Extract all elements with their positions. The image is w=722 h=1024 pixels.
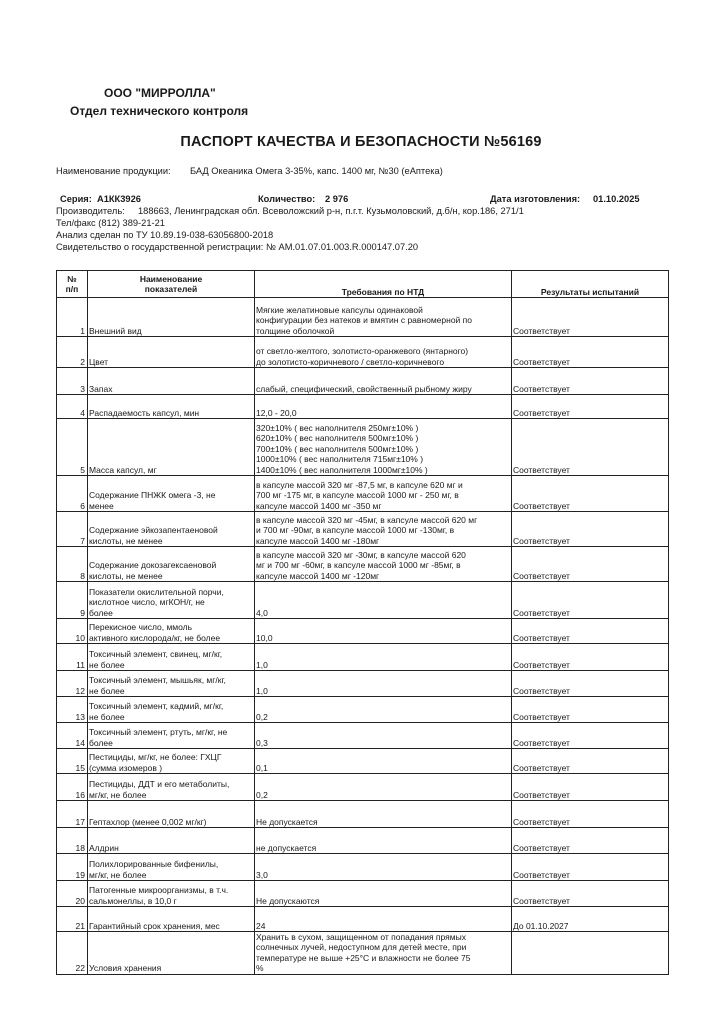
- table-header-row: [57, 271, 669, 298]
- table-row: [57, 697, 669, 723]
- product-label: Наименование продукции:: [56, 166, 171, 176]
- row-indicator-name: Пестициды, ДДТ и его метаболиты, мг/кг, не более: [88, 774, 255, 801]
- row-requirement: не допускается: [255, 828, 512, 854]
- table-row: [57, 854, 669, 881]
- analysis-standard: Анализ сделан по ТУ 10.89.19-038-63056800-2018: [56, 230, 274, 240]
- row-result: Соответствует: [512, 774, 669, 801]
- header-requirements: Требования по НТД: [255, 271, 512, 298]
- table-row: [57, 298, 669, 337]
- row-number: 4: [57, 395, 88, 419]
- row-result: Соответствует: [512, 298, 669, 337]
- row-indicator-name: Токсичный элемент, свинец, мг/кг, не более: [88, 644, 255, 671]
- table-row: [57, 881, 669, 907]
- row-number: 11: [57, 644, 88, 671]
- quantity-label: Количество:: [258, 194, 316, 204]
- row-indicator-name: Пестициды, мг/кг, не более: ГХЦГ (сумма изомеров ): [88, 749, 255, 774]
- row-result: Соответствует: [512, 671, 669, 697]
- row-number: 20: [57, 881, 88, 907]
- table-row: [57, 644, 669, 671]
- row-result: Соответствует: [512, 582, 669, 619]
- phone-fax: Тел/факс (812) 389-21-21: [56, 218, 165, 228]
- row-requirement: Не допускаются: [255, 881, 512, 907]
- row-requirement: 0,2: [255, 697, 512, 723]
- row-requirement: 24: [255, 907, 512, 932]
- header-results: Результаты испытаний: [512, 271, 669, 298]
- row-indicator-name: Содержание докозагексаеновой кислоты, не менее: [88, 547, 255, 582]
- table-row: [57, 801, 669, 828]
- table-row: [57, 547, 669, 582]
- row-number: 18: [57, 828, 88, 854]
- row-result: Соответствует: [512, 395, 669, 419]
- row-indicator-name: Распадаемость капсул, мин: [88, 395, 255, 419]
- row-requirement: 10,0: [255, 619, 512, 644]
- row-number: 9: [57, 582, 88, 619]
- production-date-label: Дата изготовления:: [490, 194, 581, 204]
- row-indicator-name: Запах: [88, 368, 255, 395]
- row-indicator-name: Токсичный элемент, ртуть, мг/кг, не более: [88, 723, 255, 749]
- row-requirement: Хранить в сухом, защищенном от попадания прямых солнечных лучей, недоступном для детей месте, при температуре не выше +25°С и влажности не более 75 %: [255, 932, 512, 975]
- row-number: 14: [57, 723, 88, 749]
- row-number: 1: [57, 298, 88, 337]
- product-name: БАД Океаника Омега 3-35%, капс. 1400 мг, №30 (еАптека): [190, 166, 443, 176]
- row-number: 7: [57, 512, 88, 547]
- manufacturer-address: 188663, Ленинградская обл. Всеволожский р-н, п.г.т. Кузьмоловский, д.б/н, кор.186, 271/1: [138, 206, 524, 216]
- row-number: 3: [57, 368, 88, 395]
- row-requirement: 4,0: [255, 582, 512, 619]
- row-requirement: 0,3: [255, 723, 512, 749]
- row-number: 15: [57, 749, 88, 774]
- row-result: Соответствует: [512, 801, 669, 828]
- row-result: Соответствует: [512, 723, 669, 749]
- row-requirement: Мягкие желатиновые капсулы одинаковой конфигурации без натеков и вмятин с равномерной по толщине оболочкой: [255, 298, 512, 337]
- row-result: Соответствует: [512, 881, 669, 907]
- row-requirement: 1,0: [255, 671, 512, 697]
- row-result: До 01.10.2027: [512, 907, 669, 932]
- row-requirement: 0,2: [255, 774, 512, 801]
- row-result: [512, 932, 669, 975]
- row-indicator-name: Гарантийный срок хранения, мес: [88, 907, 255, 932]
- table-row: [57, 619, 669, 644]
- row-number: 21: [57, 907, 88, 932]
- row-indicator-name: Условия хранения: [88, 932, 255, 975]
- row-indicator-name: Токсичный элемент, кадмий, мг/кг, не более: [88, 697, 255, 723]
- row-number: 16: [57, 774, 88, 801]
- row-number: 2: [57, 337, 88, 368]
- row-indicator-name: Перекисное число, ммоль активного кислорода/кг, не более: [88, 619, 255, 644]
- row-number: 17: [57, 801, 88, 828]
- row-indicator-name: Алдрин: [88, 828, 255, 854]
- table-row: [57, 582, 669, 619]
- row-indicator-name: Гептахлор (менее 0,002 мг/кг): [88, 801, 255, 828]
- row-requirement: в капсуле массой 320 мг -87,5 мг, в капсуле 620 мг и 700 мг -175 мг, в капсуле массой 1000 мг - 250 мг, в капсуле массой 1400 мг -350 мг: [255, 476, 512, 512]
- row-requirement: Не допускается: [255, 801, 512, 828]
- row-indicator-name: Показатели окислительной порчи, кислотное число, мгКОН/г, не более: [88, 582, 255, 619]
- table-row: [57, 395, 669, 419]
- row-indicator-name: Цвет: [88, 337, 255, 368]
- row-number: 22: [57, 932, 88, 975]
- table-row: [57, 337, 669, 368]
- row-requirement: 0,1: [255, 749, 512, 774]
- row-number: 8: [57, 547, 88, 582]
- row-requirement: 12,0 - 20,0: [255, 395, 512, 419]
- row-indicator-name: Содержание эйкозапентаеновой кислоты, не менее: [88, 512, 255, 547]
- row-result: Соответствует: [512, 419, 669, 476]
- row-requirement: от светло-желтого, золотисто-оранжевого (янтарного) до золотисто-коричневого / светло-коричневого: [255, 337, 512, 368]
- table-row: [57, 774, 669, 801]
- table-row: [57, 749, 669, 774]
- row-result: Соответствует: [512, 547, 669, 582]
- company-name: ООО "МИРРОЛЛА": [104, 86, 216, 100]
- row-indicator-name: Масса капсул, мг: [88, 419, 255, 476]
- row-number: 13: [57, 697, 88, 723]
- row-number: 10: [57, 619, 88, 644]
- series-label: Серия:: [60, 194, 92, 204]
- header-indicator-name: Наименование показателей: [88, 271, 255, 298]
- row-number: 5: [57, 419, 88, 476]
- table-row: [57, 723, 669, 749]
- row-result: Соответствует: [512, 697, 669, 723]
- row-result: Соответствует: [512, 337, 669, 368]
- row-result: Соответствует: [512, 854, 669, 881]
- series-value: А1КК3926: [97, 194, 141, 204]
- row-requirement: в капсуле массой 320 мг -30мг, в капсуле массой 620 мг и 700 мг -60мг, в капсуле массой 1000 мг -85мг, в капсуле массой 1400 мг -120мг: [255, 547, 512, 582]
- table-row: [57, 512, 669, 547]
- row-number: 12: [57, 671, 88, 697]
- table-row: [57, 476, 669, 512]
- row-requirement: в капсуле массой 320 мг -45мг, в капсуле массой 620 мг и 700 мг -90мг, в капсуле массой 1000 мг -130мг, в капсуле массой 1400 мг -180мг: [255, 512, 512, 547]
- row-indicator-name: Токсичный элемент, мышьяк, мг/кг, не более: [88, 671, 255, 697]
- registration-certificate: Свидетельство о государственной регистрации: № АМ.01.07.01.003.R.000147.07.20: [56, 242, 419, 252]
- row-result: Соответствует: [512, 828, 669, 854]
- department-name: Отдел технического контроля: [70, 104, 249, 118]
- row-requirement: 320±10% ( вес наполнителя 250мг±10% ) 620±10% ( вес наполнителя 500мг±10% ) 700±10% ( вес наполнителя 500мг±10% ) 1000±10% ( вес наполнителя 715мг±10% ) 1400±10% ( вес наполнителя 1000мг±10% ): [255, 419, 512, 476]
- manufacturer-label: Производитель:: [56, 206, 125, 216]
- row-result: Соответствует: [512, 749, 669, 774]
- quality-table: [56, 270, 669, 975]
- row-indicator-name: Внешний вид: [88, 298, 255, 337]
- table-row: [57, 419, 669, 476]
- row-requirement: 3,0: [255, 854, 512, 881]
- row-number: 19: [57, 854, 88, 881]
- row-indicator-name: Патогенные микроорганизмы, в т.ч. сальмонеллы, в 10,0 г: [88, 881, 255, 907]
- table-row: [57, 368, 669, 395]
- production-date-value: 01.10.2025: [593, 194, 640, 204]
- quantity-value: 2 976: [325, 194, 349, 204]
- row-indicator-name: Содержание ПНЖК омега -3, не менее: [88, 476, 255, 512]
- table-row: [57, 828, 669, 854]
- table-row: [57, 671, 669, 697]
- table-row: [57, 907, 669, 932]
- row-result: Соответствует: [512, 644, 669, 671]
- row-result: Соответствует: [512, 368, 669, 395]
- row-result: Соответствует: [512, 619, 669, 644]
- document-title: ПАСПОРТ КАЧЕСТВА И БЕЗОПАСНОСТИ №56169: [180, 134, 542, 150]
- row-requirement: 1,0: [255, 644, 512, 671]
- row-indicator-name: Полихлорированные бифенилы, мг/кг, не более: [88, 854, 255, 881]
- table-row: [57, 932, 669, 975]
- row-result: Соответствует: [512, 512, 669, 547]
- row-number: 6: [57, 476, 88, 512]
- header-number: № п/п: [57, 271, 88, 298]
- row-requirement: слабый, специфический, свойственный рыбному жиру: [255, 368, 512, 395]
- row-result: Соответствует: [512, 476, 669, 512]
